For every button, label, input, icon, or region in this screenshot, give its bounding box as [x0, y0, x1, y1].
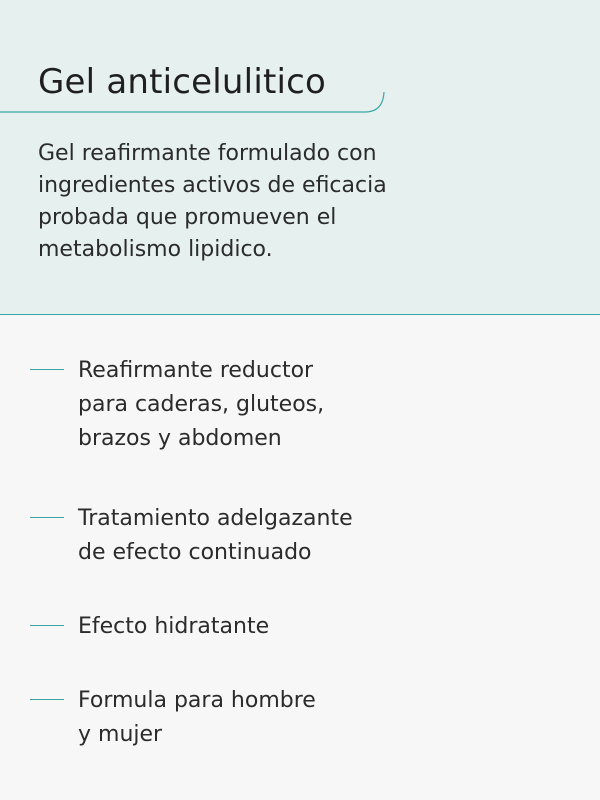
feature-text: Tratamiento adelgazante de efecto continuado [78, 506, 353, 565]
feature-text: Formula para hombre y mujer [78, 688, 316, 747]
dash-icon [30, 625, 64, 626]
title-underline [0, 62, 390, 114]
page-title: Gel anticelulitico [38, 62, 327, 102]
dash-icon [30, 517, 64, 518]
feature-text: Efecto hidratante [78, 614, 270, 639]
title-block [0, 62, 390, 114]
header-section [0, 0, 600, 315]
dash-icon [30, 369, 64, 370]
product-description: Gel reafirmante formulado con ingredientes activos de eficacia probada que promueven el metabolismo lipidico. [38, 141, 387, 262]
feature-text: Reafirmante reductor para caderas, gluteos, brazos y abdomen [78, 358, 325, 451]
dash-icon [30, 699, 64, 700]
feature-list [0, 316, 600, 800]
